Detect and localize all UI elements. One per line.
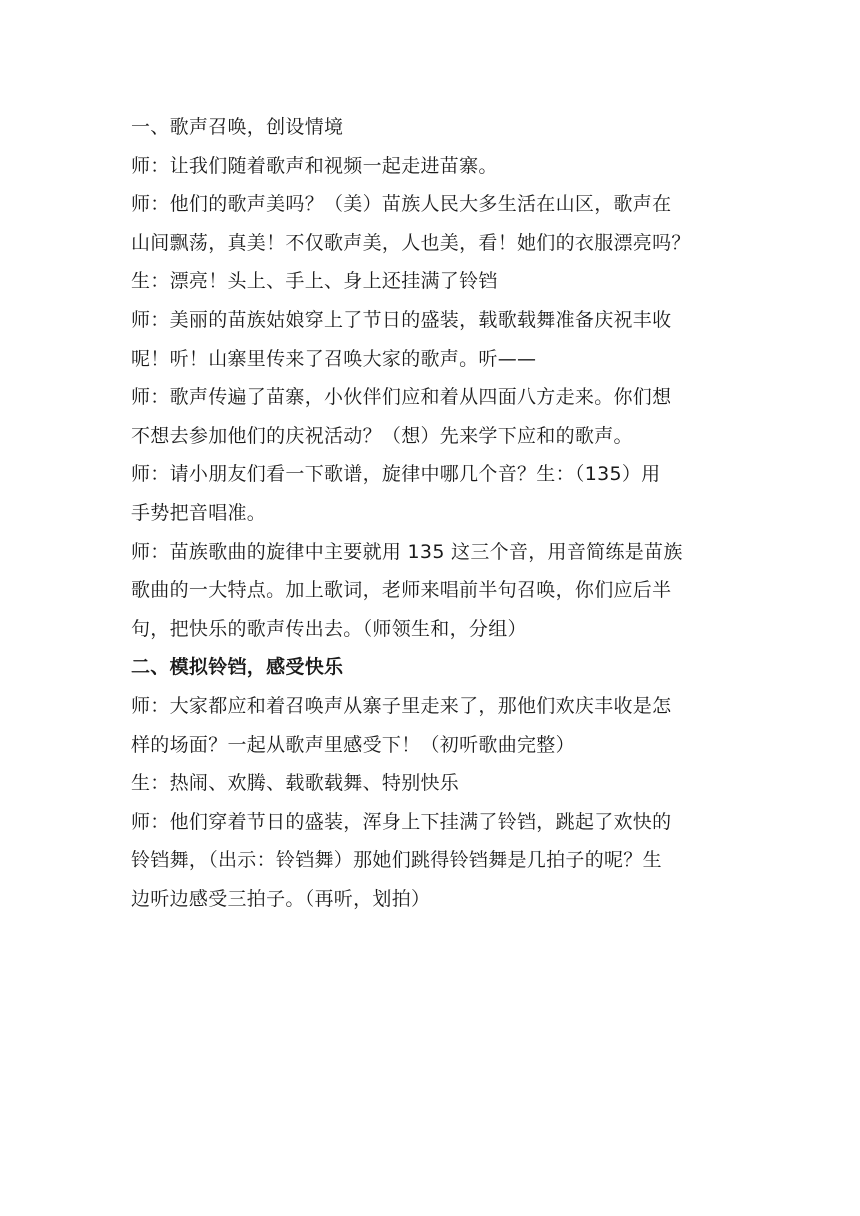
paragraph-line: 师：大家都应和着召唤声从寨子里走来了，那他们欢庆丰收是怎 bbox=[131, 694, 672, 717]
paragraph-line: 生：漂亮！头上、手上、身上还挂满了铃铛 bbox=[131, 270, 498, 293]
paragraph-line: 呢！听！山寨里传来了召唤大家的歌声。听—— bbox=[131, 347, 537, 370]
paragraph-line: 样的场面？一起从歌声里感受下！（初听歌曲完整） bbox=[131, 733, 575, 756]
paragraph-line: 歌曲的一大特点。加上歌词，老师来唱前半句召唤，你们应后半 bbox=[131, 579, 672, 602]
paragraph-line: 边听边感受三拍子。（再听，划拍） bbox=[131, 887, 431, 910]
paragraph-line: 句，把快乐的歌声传出去。（师领生和，分组） bbox=[131, 617, 527, 640]
paragraph-line: 师：他们穿着节日的盛装，浑身上下挂满了铃铛，跳起了欢快的 bbox=[131, 810, 672, 833]
paragraph-line: 师：苗族歌曲的旋律中主要就用 135 这三个音，用音简练是苗族 bbox=[131, 540, 683, 563]
document-body bbox=[131, 108, 741, 918]
heading-section-2: 二、模拟铃铛，感受快乐 bbox=[131, 656, 344, 679]
paragraph-line: 师：他们的歌声美吗？（美）苗族人民大多生活在山区，歌声在 bbox=[131, 193, 672, 216]
paragraph-line: 师：美丽的苗族姑娘穿上了节日的盛装，载歌载舞准备庆祝丰收 bbox=[131, 308, 672, 331]
paragraph-line: 师：让我们随着歌声和视频一起走进苗寨。 bbox=[131, 154, 498, 177]
paragraph-line: 生：热闹、欢腾、载歌载舞、特别快乐 bbox=[131, 772, 460, 795]
paragraph-line: 不想去参加他们的庆祝活动？（想）先来学下应和的歌声。 bbox=[131, 424, 633, 447]
paragraph-line: 手势把音唱准。 bbox=[131, 501, 267, 524]
paragraph-line: 师：歌声传遍了苗寨，小伙伴们应和着从四面八方走来。你们想 bbox=[131, 386, 672, 409]
paragraph-line: 铃铛舞，（出示：铃铛舞）那她们跳得铃铛舞是几拍子的呢？生 bbox=[131, 849, 662, 872]
paragraph-line: 山间飘荡，真美！不仅歌声美，人也美，看！她们的衣服漂亮吗？ bbox=[131, 231, 691, 254]
paragraph-line: 师：请小朋友们看一下歌谱，旋律中哪几个音？生：（135）用 bbox=[131, 463, 661, 486]
heading-section-1: 一、歌声召唤，创设情境 bbox=[131, 116, 344, 138]
